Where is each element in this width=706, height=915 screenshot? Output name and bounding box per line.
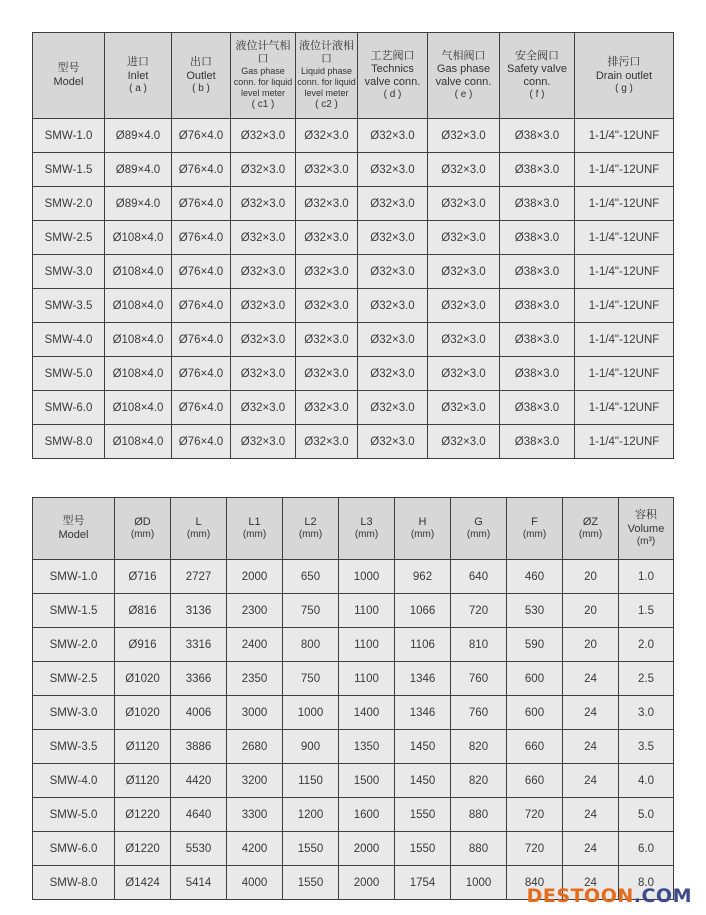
table-cell: 24 <box>563 832 619 866</box>
table-cell: 820 <box>451 730 507 764</box>
table-cell: 3.5 <box>619 730 674 764</box>
table-cell: Ø76×4.0 <box>172 391 231 425</box>
header-en: Safety valve conn. <box>507 62 567 89</box>
column-header <box>296 33 358 119</box>
table-cell: 1550 <box>283 832 339 866</box>
watermark-part1: DESTOON <box>526 885 634 907</box>
table-cell: Ø108×4.0 <box>105 323 172 357</box>
table-cell: 2727 <box>171 560 227 594</box>
table-cell: Ø38×3.0 <box>500 119 575 153</box>
column-header <box>395 498 451 560</box>
table-cell: Ø816 <box>115 594 171 628</box>
table-cell: Ø108×4.0 <box>105 289 172 323</box>
header-code: (mm) <box>354 529 379 541</box>
table-cell: Ø32×3.0 <box>231 425 296 459</box>
column-header <box>33 33 105 119</box>
table-row <box>33 153 674 187</box>
header-zh: 气相阀口 <box>441 49 486 62</box>
header-en: F <box>531 515 538 528</box>
table-cell: 24 <box>563 696 619 730</box>
table-cell: Ø32×3.0 <box>358 357 428 391</box>
table-cell: Ø76×4.0 <box>172 255 231 289</box>
table-cell: 1106 <box>395 628 451 662</box>
header-en: Technics valve conn. <box>364 62 421 89</box>
table-cell: 2000 <box>227 560 283 594</box>
table-row <box>33 289 674 323</box>
table-cell: 1-1/4"-12UNF <box>575 289 674 323</box>
model-cell: SMW-3.5 <box>33 289 105 323</box>
column-header <box>428 33 500 119</box>
table-cell: 750 <box>283 594 339 628</box>
table-cell: 720 <box>507 798 563 832</box>
table-cell: Ø108×4.0 <box>105 391 172 425</box>
table-row <box>33 391 674 425</box>
column-header <box>507 498 563 560</box>
header-code: ( g ) <box>615 82 633 94</box>
header-en: G <box>474 515 483 528</box>
header-en: Model <box>53 75 84 88</box>
model-cell: SMW-1.5 <box>33 594 115 628</box>
table-row <box>33 730 674 764</box>
table-cell: 2400 <box>227 628 283 662</box>
header-en: ØZ <box>582 515 599 528</box>
table-row <box>33 798 674 832</box>
table-cell: Ø76×4.0 <box>172 187 231 221</box>
table-cell: 3886 <box>171 730 227 764</box>
table-cell: 5530 <box>171 832 227 866</box>
table-cell: Ø32×3.0 <box>231 357 296 391</box>
table-row <box>33 696 674 730</box>
table-cell: 900 <box>283 730 339 764</box>
model-cell: SMW-4.0 <box>33 764 115 798</box>
table-header-row <box>33 33 674 119</box>
table-cell: Ø32×3.0 <box>296 425 358 459</box>
table-cell: Ø32×3.0 <box>428 323 500 357</box>
table-cell: 2000 <box>339 832 395 866</box>
table-cell: Ø32×3.0 <box>296 289 358 323</box>
table-cell: Ø76×4.0 <box>172 323 231 357</box>
table-cell: 1-1/4"-12UNF <box>575 119 674 153</box>
table-cell: 1550 <box>395 798 451 832</box>
table-cell: 3136 <box>171 594 227 628</box>
header-en: ØD <box>134 515 151 528</box>
table-cell: Ø32×3.0 <box>428 187 500 221</box>
header-code: ( b ) <box>192 82 210 94</box>
table-cell: 1000 <box>339 560 395 594</box>
table-cell: Ø32×3.0 <box>358 323 428 357</box>
header-code: ( d ) <box>383 89 402 101</box>
header-code: (mm) <box>242 529 267 541</box>
table-cell: 820 <box>451 764 507 798</box>
table-cell: 1-1/4"-12UNF <box>575 357 674 391</box>
header-en: Liquid phase conn. for liquid level meter <box>297 66 356 99</box>
table-cell: Ø716 <box>115 560 171 594</box>
table-cell: Ø32×3.0 <box>231 187 296 221</box>
header-code: (mm) <box>410 529 435 541</box>
table-cell: Ø32×3.0 <box>231 323 296 357</box>
table-cell: 1500 <box>339 764 395 798</box>
table-cell: 1450 <box>395 730 451 764</box>
model-cell: SMW-8.0 <box>33 425 105 459</box>
table-cell: Ø32×3.0 <box>428 153 500 187</box>
table-cell: Ø32×3.0 <box>358 289 428 323</box>
header-en: L1 <box>248 515 261 528</box>
table-cell: Ø108×4.0 <box>105 255 172 289</box>
table-cell: 760 <box>451 662 507 696</box>
table-cell: 1346 <box>395 662 451 696</box>
table-cell: 600 <box>507 696 563 730</box>
table-cell: Ø76×4.0 <box>172 289 231 323</box>
table-cell: 880 <box>451 832 507 866</box>
header-zh: 容积 <box>635 509 657 522</box>
table-cell: Ø108×4.0 <box>105 425 172 459</box>
table-cell: Ø32×3.0 <box>296 255 358 289</box>
table-cell: Ø32×3.0 <box>296 357 358 391</box>
column-header <box>563 498 619 560</box>
table-cell: 1-1/4"-12UNF <box>575 391 674 425</box>
table-cell: Ø38×3.0 <box>500 153 575 187</box>
table-cell: Ø32×3.0 <box>358 187 428 221</box>
header-zh: 出口 <box>190 56 212 69</box>
table-cell: 1200 <box>283 798 339 832</box>
connection-spec-table <box>32 32 674 459</box>
column-header <box>33 498 115 560</box>
table-cell: 1-1/4"-12UNF <box>575 187 674 221</box>
table-cell: Ø38×3.0 <box>500 357 575 391</box>
table-cell: Ø38×3.0 <box>500 221 575 255</box>
table-row <box>33 628 674 662</box>
table-cell: 1-1/4"-12UNF <box>575 323 674 357</box>
table-cell: Ø108×4.0 <box>105 357 172 391</box>
model-cell: SMW-4.0 <box>33 323 105 357</box>
table-cell: Ø32×3.0 <box>358 255 428 289</box>
header-en: Volume <box>627 522 665 535</box>
model-cell: SMW-6.0 <box>33 391 105 425</box>
header-zh: 液位计气相口 <box>235 40 291 66</box>
table-cell: Ø32×3.0 <box>231 289 296 323</box>
table-cell: 1100 <box>339 662 395 696</box>
table-cell: 650 <box>283 560 339 594</box>
column-header <box>115 498 171 560</box>
table-cell: 2.0 <box>619 628 674 662</box>
table-cell: 24 <box>563 866 619 900</box>
table-row <box>33 221 674 255</box>
table-cell: Ø76×4.0 <box>172 425 231 459</box>
header-en: Gas phase valve conn. <box>435 62 492 89</box>
column-header <box>619 498 674 560</box>
table-cell: 1000 <box>451 866 507 900</box>
table-cell: 4640 <box>171 798 227 832</box>
table-cell: Ø76×4.0 <box>172 221 231 255</box>
table-cell: Ø32×3.0 <box>296 153 358 187</box>
table-row <box>33 662 674 696</box>
column-header <box>171 498 227 560</box>
table-cell: Ø32×3.0 <box>231 391 296 425</box>
table-cell: 20 <box>563 594 619 628</box>
table-cell: Ø32×3.0 <box>428 357 500 391</box>
table-header-row <box>33 498 674 560</box>
table-cell: Ø32×3.0 <box>231 255 296 289</box>
table-cell: Ø32×3.0 <box>231 221 296 255</box>
table-row <box>33 187 674 221</box>
table-cell: 1-1/4"-12UNF <box>575 425 674 459</box>
header-code: ( c2 ) <box>315 98 338 110</box>
header-code: (mm) <box>298 529 323 541</box>
table-cell: 3300 <box>227 798 283 832</box>
table-row <box>33 832 674 866</box>
table-cell: 6.0 <box>619 832 674 866</box>
table-cell: 1600 <box>339 798 395 832</box>
table-cell: 1100 <box>339 628 395 662</box>
table-cell: 3200 <box>227 764 283 798</box>
model-cell: SMW-5.0 <box>33 357 105 391</box>
column-header <box>283 498 339 560</box>
table-cell: Ø89×4.0 <box>105 153 172 187</box>
table-cell: 1550 <box>395 832 451 866</box>
header-en: Model <box>58 528 89 541</box>
table-cell: 720 <box>451 594 507 628</box>
table-cell: Ø1220 <box>115 832 171 866</box>
column-header <box>339 498 395 560</box>
table-row <box>33 323 674 357</box>
table-cell: 24 <box>563 764 619 798</box>
table-cell: Ø32×3.0 <box>296 323 358 357</box>
header-zh: 型号 <box>62 515 85 528</box>
table-cell: Ø32×3.0 <box>428 391 500 425</box>
table-cell: Ø1424 <box>115 866 171 900</box>
table-cell: 1-1/4"-12UNF <box>575 255 674 289</box>
watermark-part2: .COM <box>633 885 692 907</box>
header-code: (m³) <box>636 535 656 547</box>
header-code: ( c1 ) <box>251 98 275 110</box>
table-row <box>33 425 674 459</box>
table-cell: Ø108×4.0 <box>105 221 172 255</box>
table-cell: Ø38×3.0 <box>500 391 575 425</box>
table-cell: 1550 <box>283 866 339 900</box>
table-cell: Ø32×3.0 <box>428 289 500 323</box>
column-header <box>227 498 283 560</box>
table-cell: Ø1020 <box>115 696 171 730</box>
table-cell: Ø38×3.0 <box>500 187 575 221</box>
table-cell: Ø89×4.0 <box>105 187 172 221</box>
table-cell: 2.5 <box>619 662 674 696</box>
table-cell: 840 <box>507 866 563 900</box>
watermark-logo <box>527 885 692 907</box>
table-cell: 24 <box>563 730 619 764</box>
table-row <box>33 560 674 594</box>
table-cell: 3000 <box>227 696 283 730</box>
table-cell: Ø32×3.0 <box>428 425 500 459</box>
table-cell: 962 <box>395 560 451 594</box>
model-cell: SMW-1.0 <box>33 560 115 594</box>
table-cell: 5.0 <box>619 798 674 832</box>
table-cell: Ø32×3.0 <box>296 187 358 221</box>
table-cell: 1400 <box>339 696 395 730</box>
table-cell: 5414 <box>171 866 227 900</box>
table-cell: 640 <box>451 560 507 594</box>
table-cell: Ø38×3.0 <box>500 425 575 459</box>
table-cell: 1150 <box>283 764 339 798</box>
column-header <box>575 33 674 119</box>
header-zh: 排污口 <box>607 56 641 69</box>
table-cell: 1.5 <box>619 594 674 628</box>
table-cell: Ø32×3.0 <box>231 153 296 187</box>
model-cell: SMW-2.0 <box>33 628 115 662</box>
dimension-spec-table <box>32 497 674 900</box>
table-cell: 460 <box>507 560 563 594</box>
table-cell: Ø32×3.0 <box>428 221 500 255</box>
table-cell: 3366 <box>171 662 227 696</box>
table-cell: 8.0 <box>619 866 674 900</box>
table-row <box>33 764 674 798</box>
table-cell: 1-1/4"-12UNF <box>575 221 674 255</box>
table-cell: Ø89×4.0 <box>105 119 172 153</box>
model-cell: SMW-5.0 <box>33 798 115 832</box>
header-en: Outlet <box>186 69 216 82</box>
table-cell: Ø76×4.0 <box>172 357 231 391</box>
header-en: H <box>418 515 427 528</box>
table-cell: 1000 <box>283 696 339 730</box>
table-cell: Ø32×3.0 <box>428 119 500 153</box>
model-cell: SMW-3.5 <box>33 730 115 764</box>
model-cell: SMW-2.5 <box>33 221 105 255</box>
header-zh: 工艺阀口 <box>370 49 415 62</box>
table-row <box>33 357 674 391</box>
table-cell: 2300 <box>227 594 283 628</box>
header-code: (mm) <box>186 529 211 541</box>
table-cell: 760 <box>451 696 507 730</box>
table-cell: Ø32×3.0 <box>428 255 500 289</box>
column-header <box>172 33 231 119</box>
table-cell: 20 <box>563 560 619 594</box>
table-cell: 750 <box>283 662 339 696</box>
table-cell: 530 <box>507 594 563 628</box>
table-cell: 1100 <box>339 594 395 628</box>
table-cell: Ø32×3.0 <box>358 221 428 255</box>
table-cell: 590 <box>507 628 563 662</box>
header-zh: 液位计液相口 <box>299 40 354 66</box>
header-en: Gas phase conn. for liquid level meter <box>233 66 293 99</box>
table-cell: 24 <box>563 798 619 832</box>
header-en: L2 <box>304 515 317 528</box>
table-cell: 3316 <box>171 628 227 662</box>
header-en: Inlet <box>127 69 149 82</box>
table-cell: 24 <box>563 662 619 696</box>
table-cell: 1450 <box>395 764 451 798</box>
table-cell: Ø916 <box>115 628 171 662</box>
table-cell: 660 <box>507 764 563 798</box>
header-zh: 型号 <box>57 62 80 75</box>
table-cell: 600 <box>507 662 563 696</box>
table-cell: Ø76×4.0 <box>172 153 231 187</box>
table-cell: Ø1120 <box>115 764 171 798</box>
table-cell: Ø32×3.0 <box>296 391 358 425</box>
table-cell: Ø32×3.0 <box>231 119 296 153</box>
table-cell: Ø32×3.0 <box>296 221 358 255</box>
table-cell: 4000 <box>227 866 283 900</box>
table-cell: 720 <box>507 832 563 866</box>
table-cell: 4006 <box>171 696 227 730</box>
table-cell: 1754 <box>395 866 451 900</box>
header-code: (mm) <box>522 529 547 541</box>
table-row <box>33 255 674 289</box>
table-cell: Ø1020 <box>115 662 171 696</box>
model-cell: SMW-3.0 <box>33 696 115 730</box>
table-cell: Ø38×3.0 <box>500 289 575 323</box>
table-cell: 2680 <box>227 730 283 764</box>
table-cell: Ø1120 <box>115 730 171 764</box>
table-row <box>33 594 674 628</box>
table-cell: 3.0 <box>619 696 674 730</box>
table-cell: Ø32×3.0 <box>358 119 428 153</box>
table-cell: Ø38×3.0 <box>500 255 575 289</box>
table-cell: Ø1220 <box>115 798 171 832</box>
table-cell: 1-1/4"-12UNF <box>575 153 674 187</box>
table-cell: 4.0 <box>619 764 674 798</box>
table-cell: 2000 <box>339 866 395 900</box>
table-cell: Ø32×3.0 <box>358 391 428 425</box>
table-cell: 4200 <box>227 832 283 866</box>
column-header <box>358 33 428 119</box>
table-cell: Ø76×4.0 <box>172 119 231 153</box>
header-code: (mm) <box>466 529 491 541</box>
header-en: L <box>195 515 202 528</box>
column-header <box>500 33 575 119</box>
table-cell: 4420 <box>171 764 227 798</box>
table-cell: 810 <box>451 628 507 662</box>
table-cell: 2350 <box>227 662 283 696</box>
model-cell: SMW-2.0 <box>33 187 105 221</box>
model-cell: SMW-2.5 <box>33 662 115 696</box>
table-cell: 1346 <box>395 696 451 730</box>
model-cell: SMW-8.0 <box>33 866 115 900</box>
model-cell: SMW-3.0 <box>33 255 105 289</box>
header-zh: 进口 <box>127 56 149 69</box>
table-cell: 1066 <box>395 594 451 628</box>
model-cell: SMW-1.5 <box>33 153 105 187</box>
header-zh: 安全阀口 <box>515 49 559 62</box>
header-en: Drain outlet <box>595 69 653 82</box>
table-cell: 20 <box>563 628 619 662</box>
table-cell: 1.0 <box>619 560 674 594</box>
header-code: (mm) <box>130 529 155 541</box>
header-code: ( f ) <box>529 89 545 101</box>
header-code: ( a ) <box>129 82 147 94</box>
header-en: L3 <box>360 515 373 528</box>
header-code: ( e ) <box>454 89 473 101</box>
table-cell: 1350 <box>339 730 395 764</box>
table-cell: Ø32×3.0 <box>358 425 428 459</box>
table-cell: Ø32×3.0 <box>358 153 428 187</box>
table-cell: 880 <box>451 798 507 832</box>
table-cell: Ø32×3.0 <box>296 119 358 153</box>
model-cell: SMW-1.0 <box>33 119 105 153</box>
table-cell: Ø38×3.0 <box>500 323 575 357</box>
column-header <box>105 33 172 119</box>
column-header <box>451 498 507 560</box>
table-cell: 800 <box>283 628 339 662</box>
table-row <box>33 119 674 153</box>
header-code: (mm) <box>578 529 603 541</box>
model-cell: SMW-6.0 <box>33 832 115 866</box>
table-cell: 660 <box>507 730 563 764</box>
column-header <box>231 33 296 119</box>
